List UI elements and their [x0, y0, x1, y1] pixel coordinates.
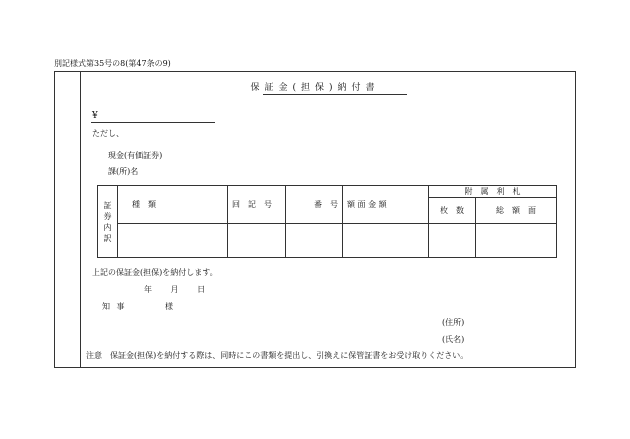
- payment-statement: 上記の保証金(担保)を納付します。: [92, 268, 218, 277]
- cell-face-value[interactable]: [343, 224, 429, 258]
- form-title: 保証金(担保)納付書: [250, 83, 380, 93]
- securities-detail-table: [97, 185, 557, 258]
- cell-kind[interactable]: [118, 224, 228, 258]
- header-face-value-text: 額 面 金 額: [347, 200, 387, 209]
- section-name-label: 課(所)名: [108, 167, 139, 176]
- header-face-value: [343, 186, 429, 224]
- form-number-caption: 別記様式第35号の8(第47条の9): [54, 59, 171, 68]
- header-count: [429, 198, 476, 224]
- governor-label: 知 事: [102, 302, 125, 311]
- header-kind: [118, 186, 228, 224]
- side-label-line1: 証券: [103, 200, 112, 221]
- header-count-text: 枚 数: [440, 206, 464, 215]
- cell-count[interactable]: [429, 224, 476, 258]
- cash-securities-label: 現金(有価証券): [108, 151, 163, 160]
- header-total-face: [476, 198, 557, 224]
- cell-series[interactable]: [228, 224, 286, 258]
- yen-symbol: ¥: [92, 111, 98, 121]
- proviso-label: ただし、: [92, 129, 124, 138]
- date-line: 年 月 日: [144, 285, 206, 294]
- title-underline: [263, 94, 407, 95]
- margin-divider: [80, 71, 81, 368]
- header-series-text: 回 記 号: [232, 200, 272, 209]
- address-label: (住所): [442, 318, 465, 327]
- header-coupons: [429, 186, 557, 198]
- securities-breakdown-label: [98, 186, 118, 258]
- header-coupons-text: 附 属 利 札: [464, 187, 521, 196]
- honorific-label: 様: [165, 302, 173, 311]
- cell-number[interactable]: [286, 224, 343, 258]
- header-series: [228, 186, 286, 224]
- header-number-text: 番 号: [314, 200, 338, 209]
- amount-field-line: [91, 122, 215, 123]
- cell-total-face[interactable]: [476, 224, 557, 258]
- header-number: [286, 186, 343, 224]
- header-total-face-text: 総 額 面: [496, 206, 536, 215]
- caution-note: 注意 保証金(担保)を納付する際は、同時にこの書類を提出し、引換えに保管証書をお受け取りください。: [86, 351, 469, 360]
- name-label: (氏名): [442, 335, 465, 344]
- header-kind-text: 種 類: [132, 200, 156, 209]
- side-label-line2: 内訳: [103, 222, 112, 243]
